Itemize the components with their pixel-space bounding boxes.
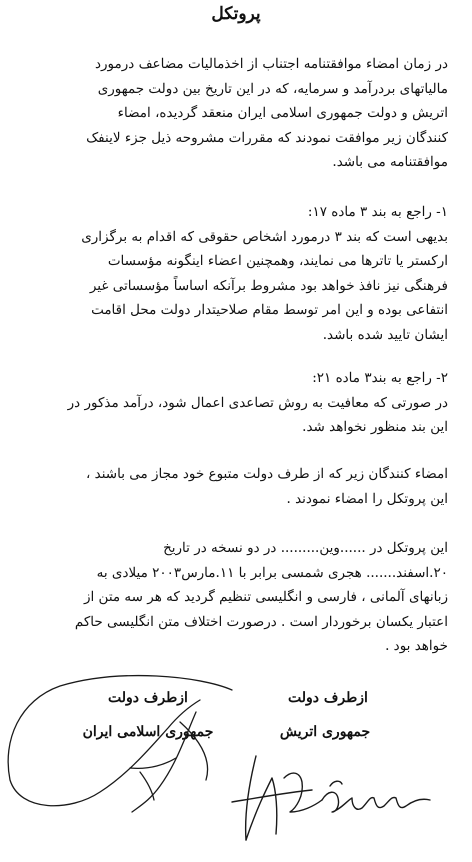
item-1-line: فرهنگی نیز نافذ خواهد بود مشروط برآنکه اساساً مؤسساتی غیر: [89, 277, 448, 294]
intro-line: در زمان امضاء موافقتنامه اجتناب از اخذمالیات مضاعف درمورد: [95, 56, 448, 72]
intro-line: موافقتنامه می باشد.: [332, 154, 448, 170]
closing-line: اعتبار یکسان برخوردار است . درصورت اختلاف متن انگلیسی حاکم: [74, 613, 448, 630]
closing-line: ۲۰.اسفند....... هجری شمسی برابر با ۱۱.مارس۲۰۰۳ میلادی به: [96, 564, 448, 581]
austria-signatory-line1: ازطرف دولت: [288, 690, 368, 706]
authorization-line: این پروتکل را امضاء نمودند .: [286, 490, 448, 507]
intro-line: اتریش و دولت جمهوری اسلامی ایران منعقد گردیده، امضاء: [117, 105, 448, 121]
item-1-line: ارکستر یا تاترها می نمایند، وهمچنین اعضاء اینگونه مؤسسات: [107, 253, 448, 269]
austria-signature: [232, 756, 430, 840]
iran-signature: [8, 676, 232, 812]
intro-line: مالیاتهای بردرآمد و سرمایه، که در این تاریخ بین دولت جمهوری: [97, 80, 448, 97]
authorization-line: امضاء کنندگان زیر که از طرف دولت متبوع خود مجاز می باشند ،: [85, 466, 448, 482]
item-1-line: ایشان تایید شده باشد.: [322, 326, 448, 343]
item-1-line: بدیهی است که بند ۳ درمورد اشخاص حقوقی که اقدام به برگزاری: [81, 228, 448, 245]
closing-line: این پروتکل در ......وین......... در دو نسخه در تاریخ: [163, 540, 448, 556]
item-2-heading: ۲- راجع به بند۳ ماده ۲۱:: [312, 370, 448, 386]
item-2-line: این بند منظور نخواهد شد.: [302, 419, 448, 435]
item-2-line: در صورتی که معافیت به روش تصاعدی اعمال شود، درآمد مذکور در: [67, 394, 448, 411]
austria-signatory-line2: جمهوری اتریش: [279, 724, 371, 740]
page-title: پروتکل: [211, 4, 261, 24]
closing-line: خواهد بود .: [385, 638, 448, 654]
iran-signatory-line1: ازطرف دولت: [108, 690, 188, 706]
intro-line: کنندگان زیر موافقت نمودند که مقررات مشروحه ذیل جزء لاینفک: [86, 129, 448, 146]
closing-line: زبانهای آلمانی ، فارسی و انگلیسی تنظیم گردید که هر سه متن از: [84, 589, 448, 605]
iran-signatory-line2: جمهوری اسلامی ایران: [82, 724, 214, 740]
item-1-heading: ۱- راجع به بند ۳ ماده ۱۷:: [307, 204, 448, 220]
item-1-line: انتفاعی بوده و این امر توسط مقام صلاحیتدار دولت محل اقامت: [91, 302, 448, 318]
